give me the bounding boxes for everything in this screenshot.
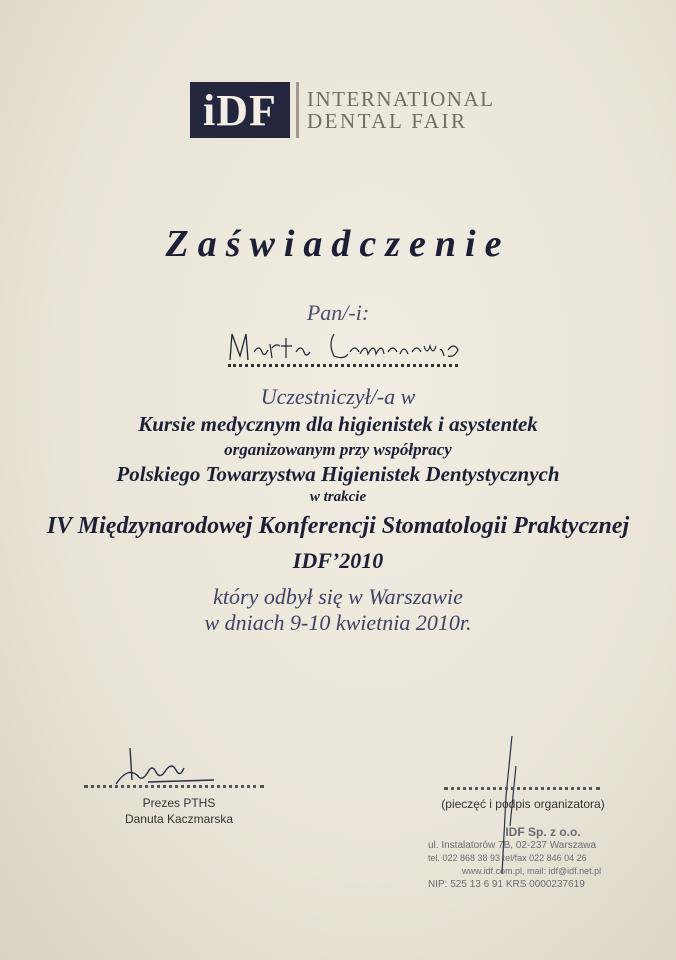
salutation: Pan/-i: <box>306 300 370 325</box>
organizer-stamp-label: (pieczęć i podpis organizatora) <box>441 797 605 811</box>
company-stamp <box>428 826 618 891</box>
logo-mark: iDF <box>190 82 290 138</box>
line-dates: w dniach 9-10 kwietnia 2010r. <box>204 610 472 635</box>
name-dotted-line <box>228 364 458 367</box>
line-during: w trakcie <box>309 489 367 505</box>
left-signature-line <box>84 785 264 788</box>
stamp-address: ul. Instalatorów 7B, 02-237 Warszawa <box>428 840 597 851</box>
line-location: który odbył się w Warszawie <box>213 584 463 609</box>
left-signatory-name: Danuta Kaczmarska <box>124 812 234 826</box>
line-conference: IV Międzynarodowej Konferencji Stomatologii Praktycznej <box>46 513 630 539</box>
handwritten-name-graphic <box>226 326 466 366</box>
stamp-ids: NIP: 525 13 6 91 KRS 0000237619 <box>428 879 585 890</box>
line-course: Kursie medycznym dla higienistek i asystentek <box>138 412 538 436</box>
idf-logo <box>190 82 494 138</box>
stamp-web: www.idf.com.pl, mail: idf@idf.net.pl <box>462 866 602 876</box>
logo-text <box>307 88 494 132</box>
logo-line-international: INTERNATIONAL <box>307 87 495 111</box>
line-participated: Uczestniczył/-a w <box>260 384 416 409</box>
left-signatory-title: Prezes PTHS <box>142 796 216 810</box>
logo-divider <box>296 82 299 138</box>
line-organized: organizowanym przy współpracy <box>224 440 452 459</box>
right-signature-line <box>444 787 600 790</box>
certificate-title: Zaświadczenie <box>165 223 511 265</box>
logo-line-dental-fair: DENTAL FAIR <box>307 109 468 133</box>
line-event: IDF’2010 <box>292 548 384 573</box>
stamp-company: IDF Sp. z o.o. <box>505 825 581 839</box>
line-society: Polskiego Towarzystwa Higienistek Dentystycznych <box>116 462 560 486</box>
left-signature <box>108 744 228 797</box>
stamp-phone: tel. 022 868 38 93 tel/fax 022 846 04 26 <box>428 853 587 863</box>
